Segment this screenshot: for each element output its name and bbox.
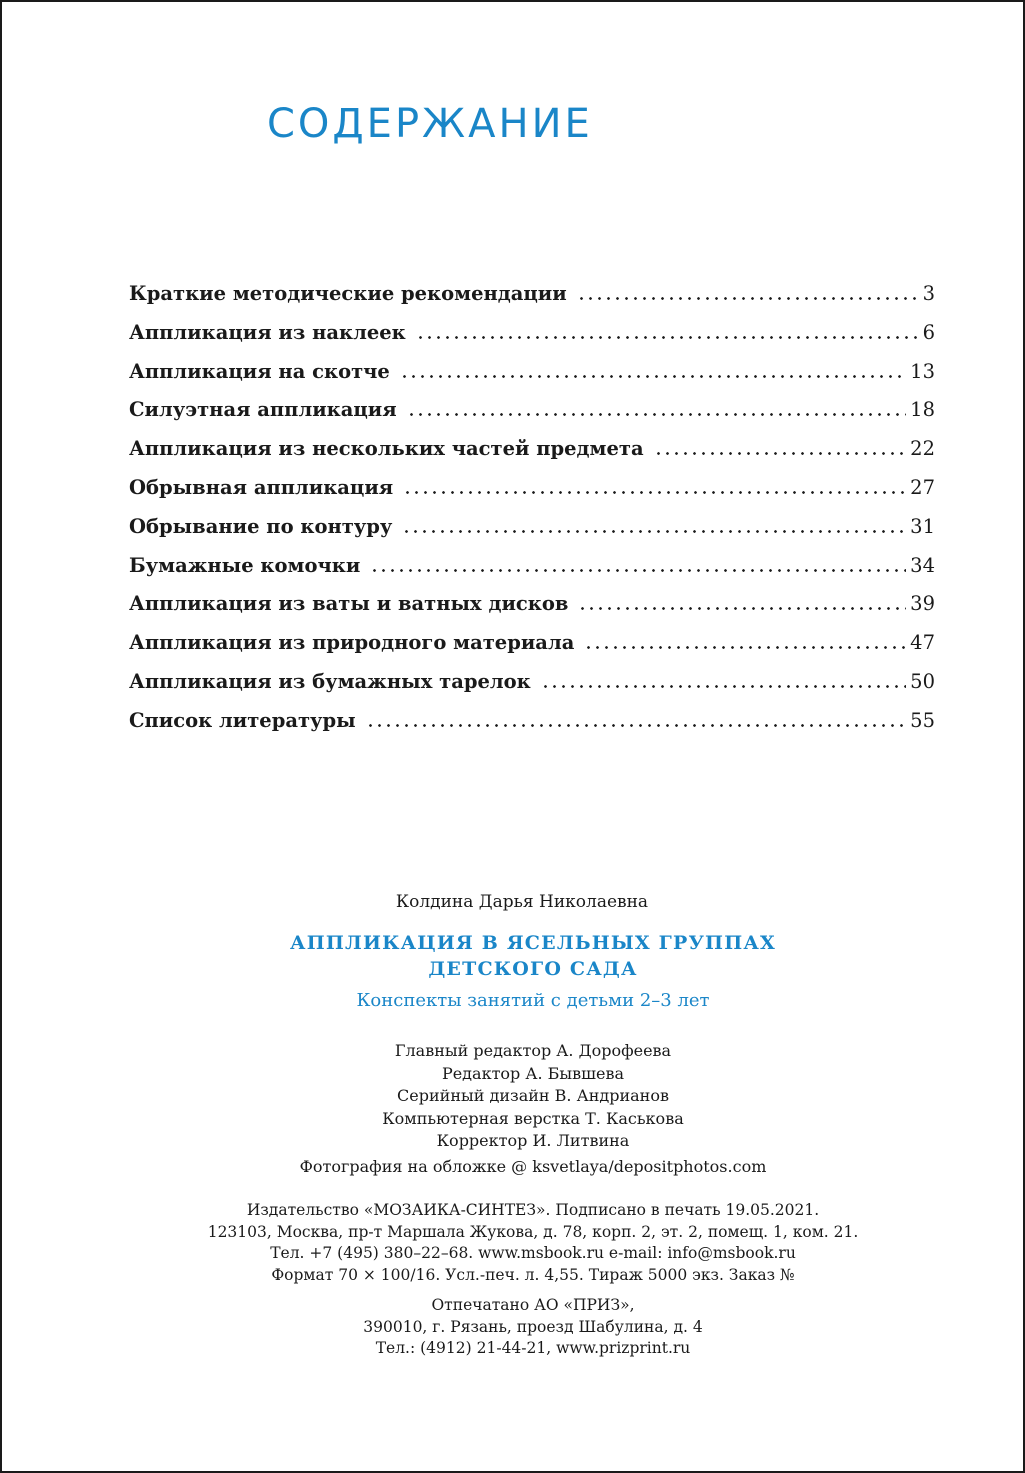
book-title [2,930,1025,982]
publisher-line: Издательство «МОЗАИКА-СИНТЕЗ». Подписано в печать 19.05.2021. [246,1201,820,1219]
toc-entry-page: 18 [910,398,935,422]
toc-entry-label: Аппликация на скотче [129,359,390,383]
publisher-line: Тел. +7 (495) 380–22–68. www.msbook.ru e-mail: info@msbook.ru [270,1244,796,1262]
table-of-contents [129,282,935,748]
editorial-credits [2,1040,1025,1153]
credit-line: Серийный дизайн В. Андрианов [397,1086,669,1105]
toc-entry[interactable] [129,631,935,670]
page-title: СОДЕРЖАНИЕ [267,101,593,147]
printer-line: Тел.: (4912) 21-44-21, www.prizprint.ru [375,1339,691,1357]
toc-entry[interactable] [129,554,935,593]
credit-line: Редактор А. Бывшева [441,1063,625,1083]
toc-entry-page: 6 [922,320,935,344]
printer-info [2,1295,1025,1360]
cover-photo-credit: Фотография на обложке @ ksvetlaya/depositphotos.com [299,1157,767,1176]
toc-entry-label: Обрывание по контуру [129,514,393,538]
toc-entry-page: 50 [910,669,935,693]
credit-line: Главный редактор А. Дорофеева [394,1041,672,1060]
toc-leader-dots [403,491,906,494]
credit-line: Компьютерная верстка Т. Каськова [382,1108,684,1128]
book-title-line: АППЛИКАЦИЯ В ЯСЕЛЬНЫХ ГРУППАХ [290,932,776,954]
toc-entry-label: Список литературы [129,708,356,732]
toc-leader-dots [416,336,919,339]
book-title-line: ДЕТСКОГО САДА [428,958,638,980]
toc-entry-label: Аппликация из бумажных тарелок [129,669,531,693]
toc-entry-page: 31 [910,514,935,538]
toc-entry[interactable] [129,592,935,631]
toc-leader-dots [400,375,906,378]
toc-entry-label: Краткие методические рекомендации [129,282,567,305]
printer-line: Отпечатано АО «ПРИЗ», [431,1296,635,1314]
toc-leader-dots [407,413,907,416]
publisher-line: 123103, Москва, пр-т Маршала Жукова, д. 78, корп. 2, эт. 2, помещ. 1, ком. 21. [207,1222,859,1241]
toc-leader-dots [541,685,906,688]
toc-entry-page: 34 [910,553,935,577]
toc-entry-label: Аппликация из природного материала [129,631,575,655]
toc-entry-label: Аппликация из наклеек [129,320,406,344]
toc-entry[interactable] [129,670,935,709]
toc-leader-dots [370,569,906,572]
printer-line: 390010, г. Рязань, проезд Шабулина, д. 4 [363,1317,703,1336]
toc-entry[interactable] [129,321,935,360]
toc-entry-page: 22 [910,437,935,461]
toc-entry-label: Силуэтная аппликация [129,398,397,422]
credit-line: Корректор И. Литвина [436,1131,630,1150]
toc-entry-page: 27 [910,475,935,499]
toc-entry[interactable] [129,515,935,554]
toc-entry-page: 3 [922,282,935,305]
author-name: Колдина Дарья Николаевна [395,892,649,912]
publisher-info [2,1200,1025,1286]
toc-leader-dots [577,297,919,300]
toc-entry-label: Аппликация из нескольких частей предмета [129,437,644,461]
toc-entry[interactable] [129,709,935,748]
toc-entry-label: Обрывная аппликация [129,475,394,499]
toc-leader-dots [402,530,906,533]
toc-entry[interactable] [129,282,935,321]
toc-entry[interactable] [129,476,935,515]
toc-leader-dots [654,452,907,455]
toc-entry-label: Бумажные комочки [129,553,361,577]
publisher-line: Формат 70 × 100/16. Усл.-печ. л. 4,55. Тираж 5000 экз. Заказ № [271,1265,795,1284]
toc-leader-dots [578,607,906,610]
toc-leader-dots [366,724,906,727]
toc-entry-label: Аппликация из ваты и ватных дисков [129,592,569,616]
toc-entry[interactable] [129,437,935,476]
book-subtitle: Конспекты занятий с детьми 2–3 лет [356,990,710,1011]
toc-entry[interactable] [129,360,935,399]
toc-leader-dots [584,646,906,649]
toc-entry-page: 55 [910,708,935,732]
toc-entry-page: 47 [910,631,935,655]
toc-entry[interactable] [129,398,935,437]
toc-entry-page: 39 [910,592,935,616]
toc-entry-page: 13 [910,359,935,383]
